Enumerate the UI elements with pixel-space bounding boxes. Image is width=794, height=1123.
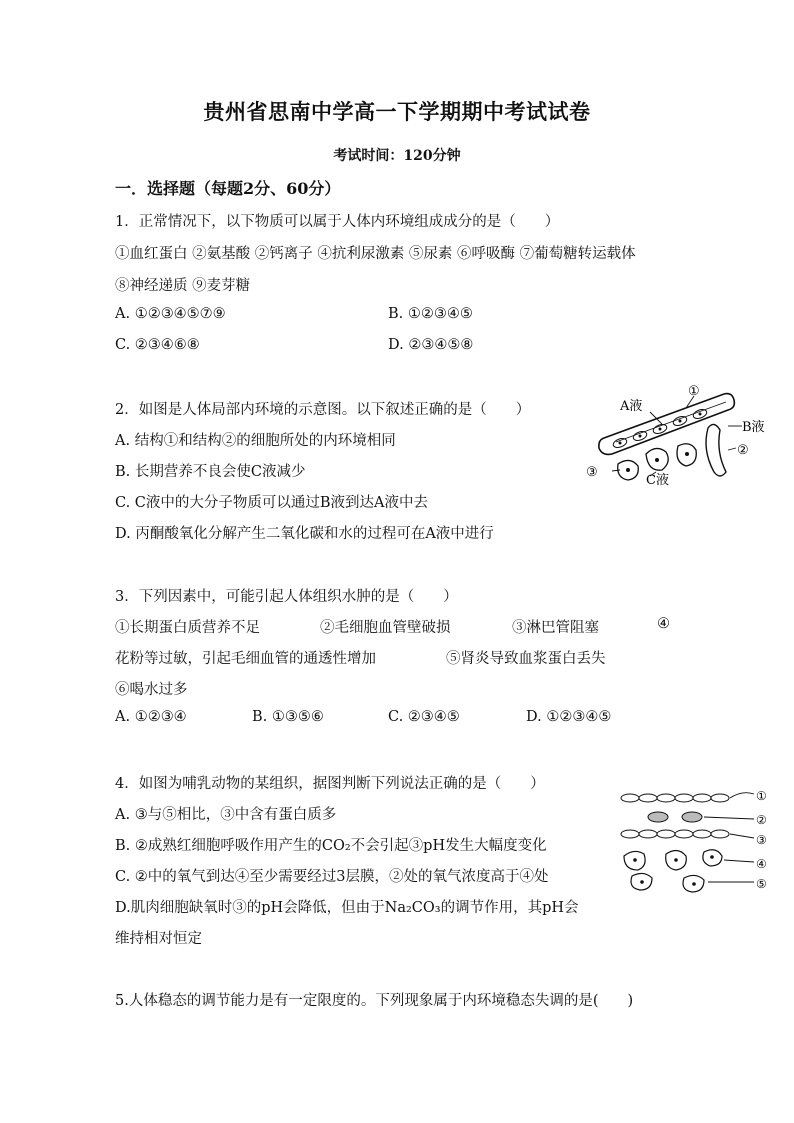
label-a-fluid: A液 xyxy=(620,399,643,414)
q4-option-d-line1: D.肌肉细胞缺氧时③的pH会降低，但由于Na₂CO₃的调节作用，其pH会 xyxy=(115,900,579,916)
q3-option-b: B. ①③⑤⑥ xyxy=(252,709,324,725)
section-heading: 一．选择题（每题2分、60分） xyxy=(115,179,341,198)
q3-factor-4: 花粉等过敏，引起毛细血管的通透性增加 xyxy=(115,651,376,667)
q3-stem: 3．下列因素中，可能引起人体组织水肿的是（ ） xyxy=(115,589,458,605)
q1-option-a: A. ①②③④⑤⑦⑨ xyxy=(115,306,226,322)
q4-option-a: A. ③与⑤相比，③中含有蛋白质多 xyxy=(115,807,337,823)
q4-stem: 4．如图为哺乳动物的某组织，据图判断下列说法正确的是（ ） xyxy=(115,776,545,792)
label-b-fluid: B液 xyxy=(742,420,765,435)
tissue-mark1: ① xyxy=(756,789,767,803)
q1-items-line1: ①血红蛋白 ②氨基酸 ②钙离子 ④抗利尿激素 ⑤尿素 ⑥呼吸酶 ⑦葡萄糖转运载体 xyxy=(115,246,636,262)
label-mark2: ② xyxy=(737,443,749,458)
q3-factor-2: ②毛细胞血管壁破损 xyxy=(320,620,451,636)
q1-stem: 1．正常情况下，以下物质可以属于人体内环境组成成分的是（ ） xyxy=(115,214,560,230)
q3-option-a: A. ①②③④ xyxy=(115,709,187,725)
page-title: 贵州省思南中学高一下学期期中考试试卷 xyxy=(203,99,591,124)
q3-factor-3: ③淋巴管阻塞 xyxy=(512,620,599,636)
q2-option-b: B. 长期营养不良会使C液减少 xyxy=(115,464,306,480)
q4-option-b: B. ②成熟红细胞呼吸作用产生的CO₂不会引起③pH发生大幅度变化 xyxy=(115,838,547,854)
q3-factor-6: ⑥喝水过多 xyxy=(115,682,188,698)
q3-factor-1: ①长期蛋白质营养不足 xyxy=(115,620,260,636)
q1-items-line2: ⑧神经递质 ⑨麦芽糖 xyxy=(115,278,251,294)
tissue-mark3: ③ xyxy=(756,833,767,847)
label-c-fluid: C液 xyxy=(646,473,669,488)
q3-factor-5: ⑤肾炎导致血浆蛋白丢失 xyxy=(446,651,606,667)
q3-option-d: D. ①②③④⑤ xyxy=(526,709,612,725)
label-mark1: ① xyxy=(688,384,700,399)
q3-option-c: C. ②③④⑤ xyxy=(388,709,460,725)
q2-figure-capillary xyxy=(584,380,774,488)
q1-option-c: C. ②③④⑥⑧ xyxy=(115,337,200,353)
tissue-mark4: ④ xyxy=(756,857,767,871)
q2-option-c: C. C液中的大分子物质可以通过B液到达A液中去 xyxy=(115,495,429,511)
q5-stem: 5.人体稳态的调节能力是有一定限度的。下列现象属于内环境稳态失调的是( ) xyxy=(115,993,634,1009)
q2-option-d: D. 丙酮酸氧化分解产生二氧化碳和水的过程可在A液中进行 xyxy=(115,526,494,542)
q1-option-d: D. ②③④⑤⑧ xyxy=(388,337,474,353)
tissue-mark2: ② xyxy=(756,813,767,827)
exam-time: 考试时间：120分钟 xyxy=(333,148,461,164)
q2-option-a: A. 结构①和结构②的细胞所处的内环境相同 xyxy=(115,433,396,449)
tissue-mark5: ⑤ xyxy=(756,877,767,891)
q4-option-c: C. ②中的氧气到达④至少需要经过3层膜，②处的氧气浓度高于④处 xyxy=(115,869,549,885)
q2-stem: 2．如图是人体局部内环境的示意图。以下叙述正确的是（ ） xyxy=(115,402,531,418)
q3-factor-4-mark: ④ xyxy=(657,616,670,632)
q4-figure-tissue xyxy=(618,784,782,902)
q1-option-b: B. ①②③④⑤ xyxy=(388,306,473,322)
label-mark3: ③ xyxy=(586,465,598,480)
q4-option-d-line2: 维持相对恒定 xyxy=(115,931,202,947)
